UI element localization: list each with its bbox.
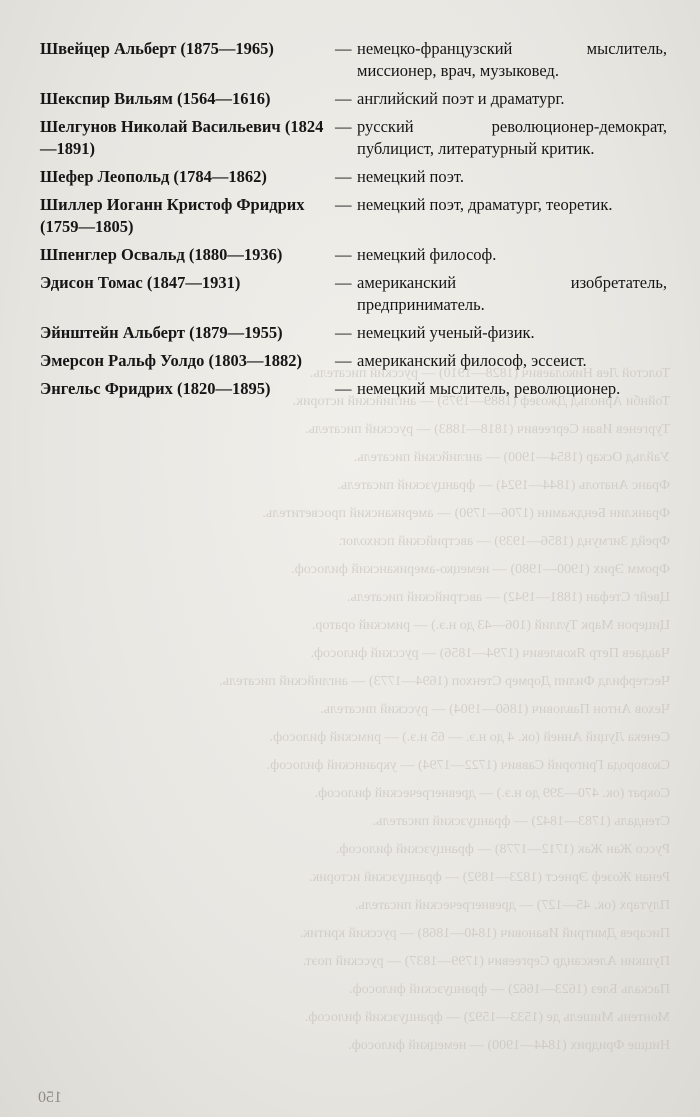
glossary-entry — [40, 244, 670, 266]
entry-dash: — — [335, 351, 352, 370]
glossary-entry — [40, 166, 670, 188]
entry-name: Эдисон Томас (1847—1931) — [40, 273, 241, 292]
entry-description: американский изобретатель, предприниматель. — [357, 273, 667, 314]
glossary-entry — [40, 272, 670, 316]
entry-dash: — — [335, 323, 352, 342]
glossary-entry — [40, 116, 670, 160]
entry-description: немецкий поэт, драматург, теоретик. — [357, 195, 613, 214]
entry-description: немецкий поэт. — [357, 167, 465, 186]
entry-dash: — — [335, 89, 352, 108]
entry-description: немецкий ученый-физик. — [357, 323, 535, 342]
page-number: 150 — [38, 1089, 62, 1106]
entry-description: английский поэт и драматург. — [357, 89, 565, 108]
glossary-entry — [40, 322, 670, 344]
entry-name: Шпенглер Освальд (1880—1936) — [40, 245, 283, 264]
entry-dash: — — [335, 379, 352, 398]
entry-description: немецко-французский мыслитель, миссионер, врач, музыковед. — [357, 39, 667, 80]
entry-name: Энгельс Фридрих (1820—1895) — [40, 379, 271, 398]
entry-dash: — — [335, 273, 352, 292]
entry-description: американский философ, эссеист. — [357, 351, 587, 370]
entry-dash: — — [335, 39, 352, 58]
entry-name: Шефер Леопольд (1784—1862) — [40, 167, 267, 186]
entry-dash: — — [335, 195, 352, 214]
entry-name: Швейцер Альберт (1875—1965) — [40, 39, 274, 58]
entry-name: Шиллер Иоганн Кристоф Фридрих (1759—1805) — [40, 195, 305, 236]
entry-name: Шелгунов Николай Васильевич (1824—1891) — [40, 117, 324, 158]
entry-name: Эйнштейн Альберт (1879—1955) — [40, 323, 283, 342]
glossary-entry — [40, 350, 670, 372]
entry-name: Эмерсон Ральф Уолдо (1803—1882) — [40, 351, 302, 370]
entry-dash: — — [335, 245, 352, 264]
glossary-entry — [40, 194, 670, 238]
entry-dash: — — [335, 117, 352, 136]
bleed-through-text: Толстой Лев Николаевич (1828—1910) — русский писатель. Тойнби Арнольд Джозеф (1889—1975) — английский историк. Тургенев Иван Сергеевич (1818—1883) — русский писатель. Уайльд Оскар (1854—1900) — английский писатель. Франс Анатоль (1844—1924) — французский писатель. Франклин Бенджамин (1706—1790) — американский просветитель. Фрейд Зигмунд (1856—1939) — австрийский психолог. Фромм Эрих (1900—1980) — немецко-американский философ. Цвейг Стефан (1881—1942) — австрийский писатель. Цицерон Марк Туллий (106—43 до н.э.) — римский оратор. Чаадаев Петр Яковлевич (1794—1856) — русский философ. Честерфилд Филип Дормер Стенхоп (1694—1773) — английский писатель. Чехов Антон Павлович (1860—1904) — русский писатель. Сенека Луций Анней (ок. 4 до н.э. — 65 н.э.) — римский философ. Сковорода Григорий Саввич (1722—1794) — украинский философ. Сократ (ок. 470—399 до н.э.) — древнегреческий философ. Стендаль (1783—1842) — французский писатель. Руссо Жан Жак (1712—1778) — французский философ. Ренан Жозеф Эрнест (1823—1892) — французский историк. Плутарх (ок. 45—127) — древнегреческий писатель. Писарев Дмитрий Иванович (1840—1868) — русский критик. Пушкин Александр Сергеевич (1799—1837) — русский поэт. Паскаль Блез (1623—1662) — французский философ. Монтень Мишель де (1533—1592) — французский философ. Ницше Фридрих (1844—1900) — немецкий философ. — [219, 366, 670, 1053]
entry-description: немецкий философ. — [357, 245, 497, 264]
entry-description: немецкий мыслитель, революционер. — [357, 379, 621, 398]
entry-name: Шекспир Вильям (1564—1616) — [40, 89, 271, 108]
glossary-list — [40, 38, 670, 406]
entry-description: русский революционер-демократ, публицист, литературный критик. — [357, 117, 667, 158]
glossary-entry — [40, 38, 670, 82]
glossary-entry — [40, 378, 670, 400]
entry-dash: — — [335, 167, 352, 186]
glossary-entry — [40, 88, 670, 110]
